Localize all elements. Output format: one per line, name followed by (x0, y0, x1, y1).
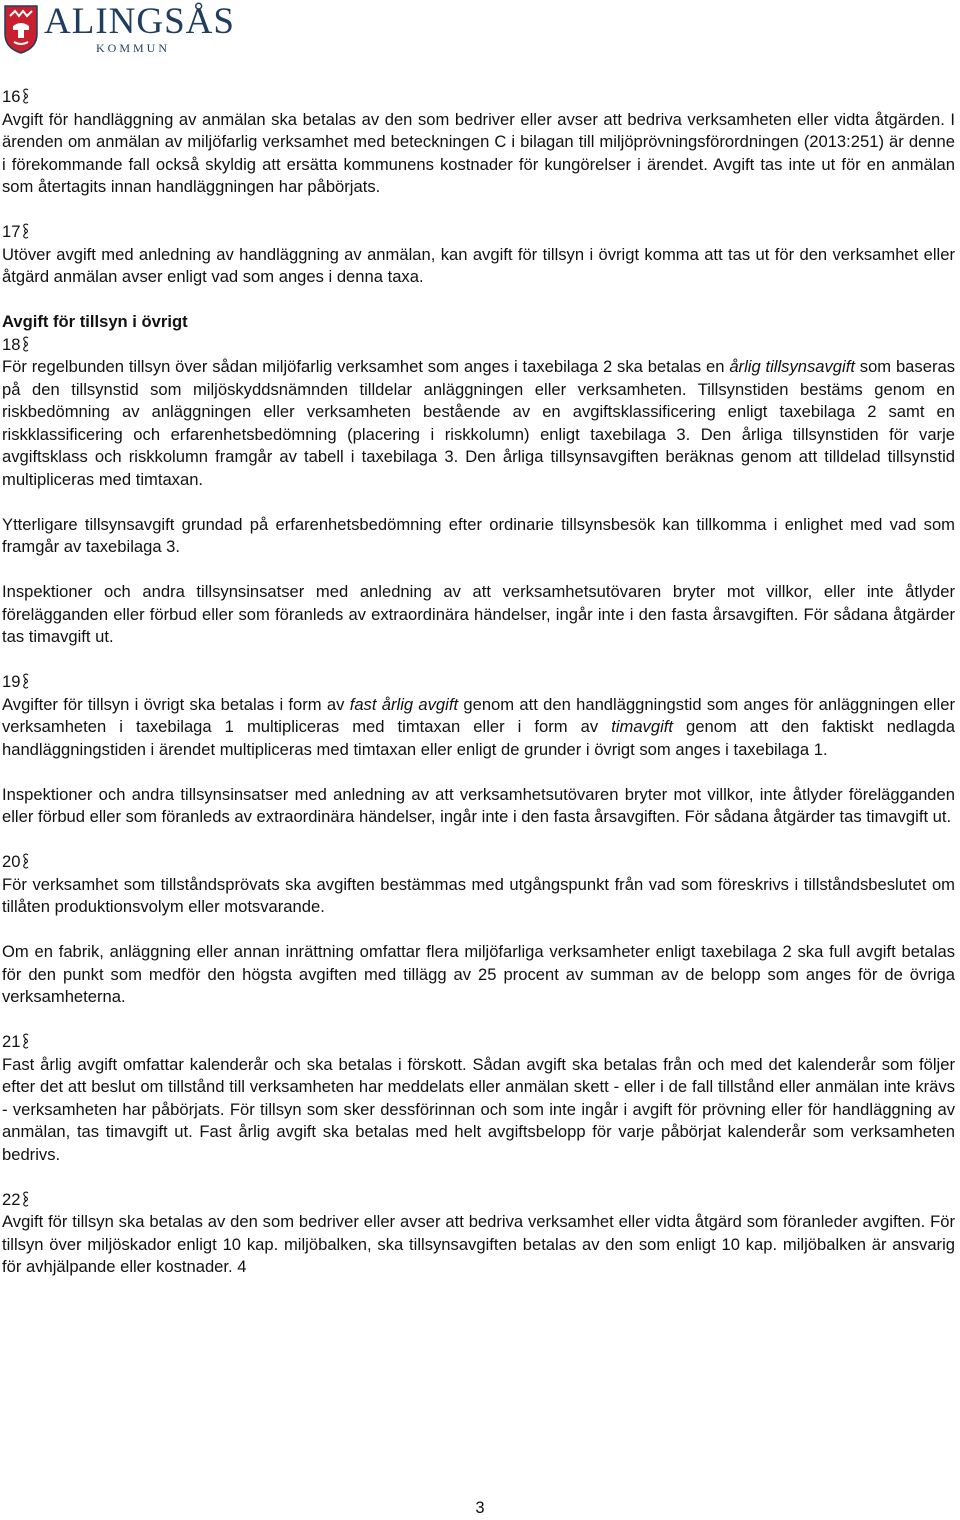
section-19-paragraph-1: Avgifter för tillsyn i övrigt ska betalas i form av fast årlig avgift genom att den handläggningstid som anges för anläggningen eller verksamheten i taxebilaga 1 multipliceras med timtaxan eller i form av timavgift genom att den faktiskt nedlagda handläggningstiden i ärendet multipliceras med timtaxan eller enligt de grunder i övrigt som anges i taxebilaga 1. (2, 694, 955, 759)
section-21-paragraph: Fast årlig avgift omfattar kalenderår och ska betalas i förskott. Sådan avgift ska betalas från och med det kalenderår som följer efter det att beslut om tillstånd till verksamheten har meddelats eller anmälan skett - eller i de fall tillstånd eller anmälan inte krävs - verksamheten har påbörjats. För tillsyn som sker dessförinnan och som inte ingår i avgift för prövning eller för handläggning av anmälan, tas timavgift ut. Fast årlig avgift ska betalas med helt avgiftsbelopp för varje påbörjat kalenderår som verksamheten bedrivs. (2, 1054, 955, 1164)
section-sign-icon (22, 1191, 30, 1207)
section-sign-icon (22, 673, 30, 689)
section-16-number: 16 (2, 86, 955, 109)
section-22-paragraph: Avgift för tillsyn ska betalas av den som bedriver eller avser att bedriva verksamhet eller vidta åtgärd som föranleder avgiften. För tillsyn över miljöskador enligt 10 kap. miljöbalken, ska tillsynsavgiften betalas av den som enligt 10 kap. miljöbalken är ansvarig för avhjälpande eller kostnader. 4 (2, 1212, 955, 1276)
section-sign-icon (22, 88, 30, 104)
document-body (2, 86, 955, 1301)
section-19-paragraph-2: Inspektioner och andra tillsynsinsatser med anledning av att verksamhetsutövaren bryter mot villkor, inte åtlyder förelägganden eller förbud eller som föranleds av extraordinära händelser, ingår inte i den fasta årsavgiften. För sådana åtgärder tas timavgift ut. (2, 784, 955, 826)
section-17-number: 17 (2, 221, 955, 244)
section-sign-icon (22, 853, 30, 869)
section-22-number: 22 (2, 1189, 955, 1212)
section-18-paragraph-3: Inspektioner och andra tillsynsinsatser med anledning av att verksamhetsutövaren bryter mot villkor, eller inte åtlyder förelägganden eller förbud eller som föranleds av extraordinära händelser, ingår inte i den fasta årsavgiften. För sådana åtgärder tas timavgift ut. (2, 582, 955, 646)
heading-tillsyn: Avgift för tillsyn i övrigt (2, 312, 188, 331)
section-17-paragraph: Utöver avgift med anledning av handläggning av anmälan, kan avgift för tillsyn i övrigt komma att tas ut för den verksamhet eller åtgärd anmälan avser enligt vad som anges i denna taxa. (2, 244, 955, 286)
logo-subtitle: KOMMUN (96, 41, 171, 55)
section-20-paragraph-2: Om en fabrik, anläggning eller annan inrättning omfattar flera miljöfarliga verksamheter enligt taxebilaga 2 ska full avgift betalas för den punkt som medför den högsta avgiften med tillägg av 25 procent av summan av de belopp som anges för de övriga verksamheterna. (2, 942, 955, 1006)
section-19-number: 19 (2, 671, 955, 694)
section-20-paragraph-1: För verksamhet som tillståndsprövats ska avgiften bestämmas med utgångspunkt från vad som föreskrivs i tillståndsbeslutet om tillåten produktionsvolym eller motsvarande. (2, 874, 955, 916)
coat-of-arms-icon (4, 4, 38, 54)
logo-name: ALINGSÅS (44, 1, 235, 42)
section-18-paragraph-1: För regelbunden tillsyn över sådan miljöfarlig verksamhet som anges i taxebilaga 2 ska betalas en årlig tillsynsavgift som baseras på den tillsynstid som miljöskyddsnämnden tilldelar anläggningen eller verksamheten. Tillsynstiden bestäms genom en riskbedömning av anläggningen eller verksamheten bestående av en avgiftsklassificering enligt taxebilaga 2 samt en riskklassificering och erfarenhetsbedömning (placering i riskkolumn) enligt taxebilaga 3. Den årliga tillsynstiden för varje avgiftsklass och riskkolumn framgår av tabell i taxebilaga 3. Den årliga tillsynsavgiften beräknas genom att tilldelad tillsynstid multipliceras med timtaxan. (2, 357, 955, 489)
section-21-number: 21 (2, 1031, 955, 1054)
section-sign-icon (22, 223, 30, 239)
page-number: 3 (475, 1498, 485, 1517)
section-sign-icon (22, 336, 30, 352)
section-18-number: 18 (2, 334, 955, 357)
section-16-paragraph: Avgift för handläggning av anmälan ska betalas av den som bedriver eller avser att bedriva verksamheten eller vidta åtgärden. I ärenden om anmälan av miljöfarlig verksamhet med beteckningen C i bilagan till miljöprövningsförordningen (2013:251) är denne i förekommande fall också skyldig att ersätta kommunens kostnader för kungörelser i ärendet. Avgift tas inte ut för en anmälan som återtagits innan handläggningen har påbörjats. (2, 109, 955, 196)
section-sign-icon (22, 1033, 30, 1049)
section-20-number: 20 (2, 851, 955, 874)
header (0, 0, 240, 60)
section-18-paragraph-2: Ytterligare tillsynsavgift grundad på erfarenhetsbedömning efter ordinarie tillsynsbesök kan tillkomma i enlighet med vad som framgår av taxebilaga 3. (2, 514, 955, 556)
